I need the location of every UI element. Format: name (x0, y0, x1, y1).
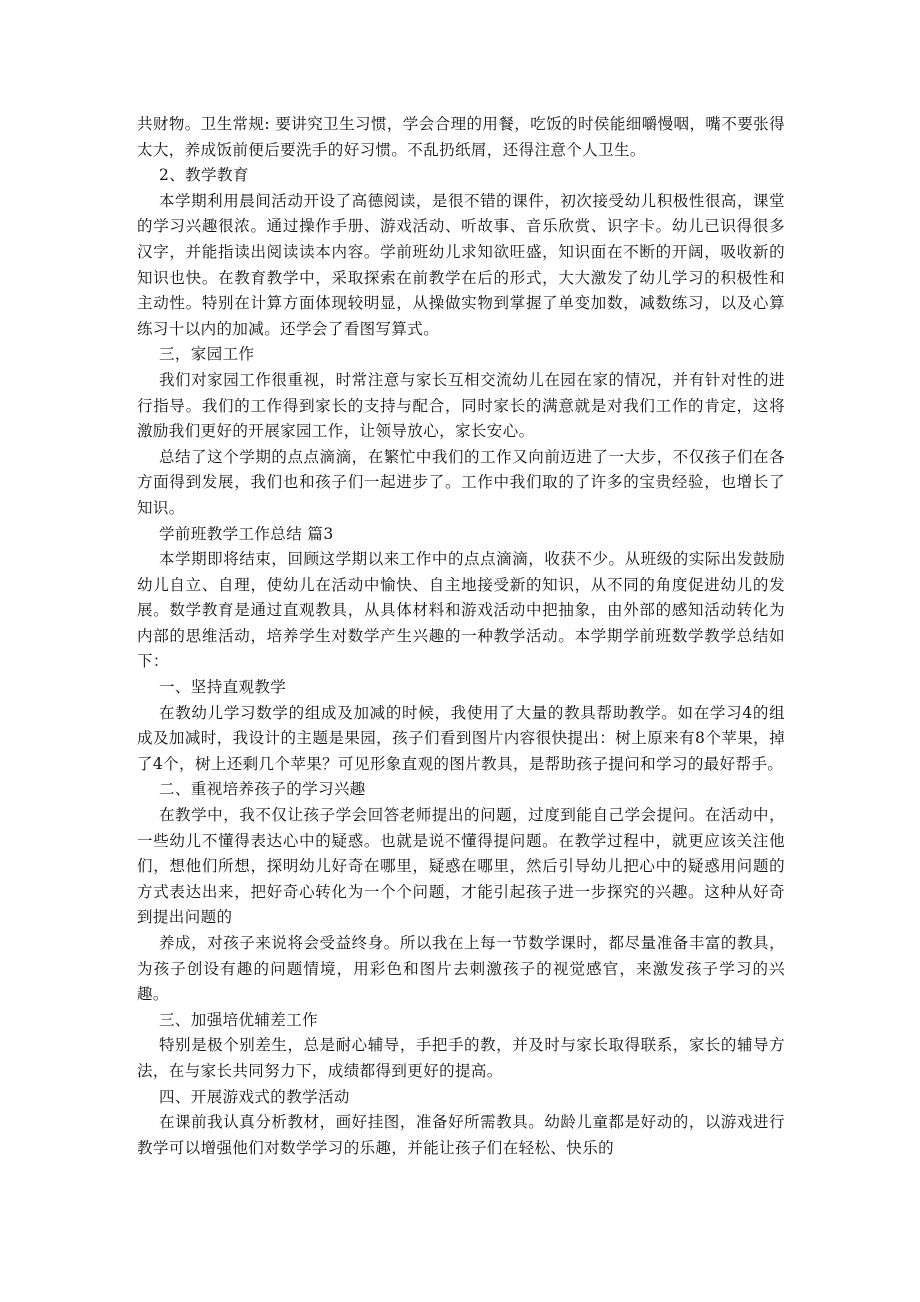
paragraph: 本学期即将结束，回顾这学期以来工作中的点点滴滴，收获不少。从班级的实际出发鼓励幼儿自立、自理，使幼儿在活动中愉快、自主地接受新的知识，从不同的角度促进幼儿的发展。数学教育是通过直观教具，从具体材料和游戏活动中把抽象，由外部的感知活动转化为内部的思维活动，培养学生对数学产生兴趣的一种教学活动。本学期学前班数学教学总结如下： (137, 550, 785, 671)
paragraph: 养成，对孩子来说将会受益终身。所以我在上每一节数学课时，都尽量准备丰富的教具，为孩子创设有趣的问题情境，用彩色和图片去刺激孩子的视觉感官，来激发孩子学习的兴趣。 (137, 934, 785, 1004)
section-heading: 2、教学教育 (159, 166, 249, 185)
paragraph: 在教学中，我不仅让孩子学会回答老师提出的问题，过度到能自己学会提问。在活动中，一些幼儿不懂得表达心中的疑惑。也就是说不懂得提问题。在教学过程中，就更应该关注他们，想他们所想，探明幼儿好奇在哪里，疑惑在哪里，然后引导幼儿把心中的疑惑用问题的方式表达出来，把好奇心转化为一个个问题，才能引起孩子进一步探究的兴趣。这种从好奇到提出问题的 (137, 806, 785, 927)
section-heading: 四、开展游戏式的教学活动 (159, 1087, 350, 1106)
paragraph: 总结了这个学期的点点滴滴，在繁忙中我们的工作又向前迈进了一大步，不仅孩子们在各方面得到发展，我们也和孩子们一起进步了。工作中我们取的了许多的宝贵经验，也增长了知识。 (137, 447, 785, 517)
paragraph: 在教幼儿学习数学的组成及加减的时候，我使用了大量的教具帮助教学。如在学习4的组成及加减时，我设计的主题是果园，孩子们看到图片内容很快提出：树上原来有8个苹果，掉了4个，树上还剩几个苹果？可见形象直观的图片教具，是帮助孩子提问和学习的最好帮手。 (137, 703, 785, 773)
paragraph: 特别是极个别差生，总是耐心辅导，手把手的教，并及时与家长取得联系，家长的辅导方法，在与家长共同努力下，成绩都得到更好的提高。 (137, 1036, 785, 1080)
section-heading: 一、坚持直观教学 (159, 678, 287, 697)
section-heading: 二、重视培养孩子的学习兴趣 (159, 780, 366, 799)
paragraph-continued: 共财物。卫生常规: 要讲究卫生习惯，学会合理的用餐，吃饭的时侯能细嚼慢咽，嘴不要张得太大，养成饭前便后要洗手的好习惯。不乱扔纸屑，还得注意个人卫生。 (137, 115, 785, 159)
paragraph: 我们对家园工作很重视，时常注意与家长互相交流幼儿在园在家的情况，并有针对性的进行指导。我们的工作得到家长的支持与配合，同时家长的满意就是对我们工作的肯定，这将激励我们更好的开展家园工作，让领导放心，家长安心。 (137, 370, 785, 441)
section-heading: 三，家园工作 (159, 345, 255, 364)
document-body (137, 112, 785, 1161)
article-heading: 学前班教学工作总结 篇3 (159, 524, 334, 543)
section-heading: 三、加强培优辅差工作 (159, 1010, 319, 1029)
paragraph: 本学期利用晨间活动开设了高德阅读，是很不错的课件，初次接受幼儿积极性很高，课堂的学习兴趣很浓。通过操作手册、游戏活动、听故事、音乐欣赏、识字卡。幼儿已识得很多汉字，并能指读出阅读读本内容。学前班幼儿求知欲旺盛，知识面在不断的开阔，吸收新的知识也快。在教育教学中，采取探索在前教学在后的形式，大大激发了幼儿学习的积极性和主动性。特别在计算方面体现较明显，从操做实物到掌握了单变加数，减数练习，以及心算练习十以内的加减。还学会了看图写算式。 (137, 191, 785, 338)
paragraph: 在课前我认真分析教材，画好挂图，准备好所需教具。幼龄儿童都是好动的，以游戏进行教学可以增强他们对数学学习的乐趣，并能让孩子们在轻松、快乐的 (137, 1113, 785, 1157)
